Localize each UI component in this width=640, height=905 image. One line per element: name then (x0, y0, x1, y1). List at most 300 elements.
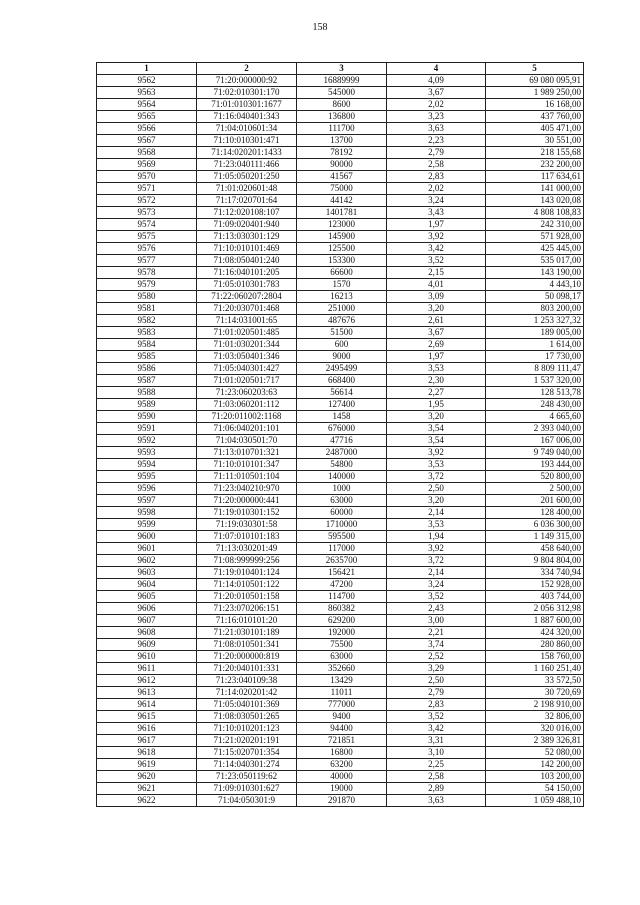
rate-cell: 3,92 (387, 231, 486, 243)
area-cell: 545000 (297, 87, 387, 99)
rate-cell: 3,74 (387, 639, 486, 651)
area-cell: 2495499 (297, 363, 387, 375)
value-cell: 142 200,00 (486, 759, 584, 771)
area-cell: 2635700 (297, 555, 387, 567)
row-number-cell: 9563 (97, 87, 197, 99)
row-number-cell: 9622 (97, 795, 197, 807)
rate-cell: 3,92 (387, 543, 486, 555)
cadastral-number-cell: 71:20:000000:441 (197, 495, 297, 507)
rate-cell: 3,67 (387, 87, 486, 99)
area-cell: 56614 (297, 387, 387, 399)
row-number-cell: 9587 (97, 375, 197, 387)
row-number-cell: 9570 (97, 171, 197, 183)
row-number-cell: 9572 (97, 195, 197, 207)
cadastral-number-cell: 71:19:010401:124 (197, 567, 297, 579)
cadastral-number-cell: 71:23:070206:151 (197, 603, 297, 615)
area-cell: 47200 (297, 579, 387, 591)
value-cell: 242 310,00 (486, 219, 584, 231)
value-cell: 4 443,10 (486, 279, 584, 291)
row-number-cell: 9564 (97, 99, 197, 111)
row-number-cell: 9584 (97, 339, 197, 351)
value-cell: 141 000,00 (486, 183, 584, 195)
cadastral-number-cell: 71:02:010301:170 (197, 87, 297, 99)
rate-cell: 2,52 (387, 651, 486, 663)
area-cell: 2487000 (297, 447, 387, 459)
rate-cell: 3,29 (387, 663, 486, 675)
table-row (97, 111, 584, 123)
rate-cell: 3,10 (387, 747, 486, 759)
value-cell: 193 444,00 (486, 459, 584, 471)
cadastral-number-cell: 71:15:020701:354 (197, 747, 297, 759)
value-cell: 2 500,00 (486, 483, 584, 495)
cadastral-number-cell: 71:20:000000:819 (197, 651, 297, 663)
value-cell: 128 400,00 (486, 507, 584, 519)
row-number-cell: 9567 (97, 135, 197, 147)
area-cell: 860382 (297, 603, 387, 615)
row-number-cell: 9602 (97, 555, 197, 567)
cadastral-number-cell: 71:13:030301:129 (197, 231, 297, 243)
rate-cell: 3,20 (387, 411, 486, 423)
value-cell: 320 016,00 (486, 723, 584, 735)
table-row (97, 315, 584, 327)
table-row (97, 303, 584, 315)
area-cell: 629200 (297, 615, 387, 627)
table-row (97, 135, 584, 147)
cadastral-number-cell: 71:01:030201:344 (197, 339, 297, 351)
cadastral-number-cell: 71:13:030201:49 (197, 543, 297, 555)
rate-cell: 3,67 (387, 327, 486, 339)
row-number-cell: 9565 (97, 111, 197, 123)
cadastral-value-table (96, 62, 584, 807)
table-row (97, 447, 584, 459)
area-cell: 1401781 (297, 207, 387, 219)
rate-cell: 3,53 (387, 363, 486, 375)
area-cell: 123000 (297, 219, 387, 231)
row-number-cell: 9573 (97, 207, 197, 219)
value-cell: 403 744,00 (486, 591, 584, 603)
cadastral-number-cell: 71:03:050401:346 (197, 351, 297, 363)
area-cell: 156421 (297, 567, 387, 579)
value-cell: 33 572,50 (486, 675, 584, 687)
rate-cell: 3,42 (387, 243, 486, 255)
cadastral-number-cell: 71:20:010501:158 (197, 591, 297, 603)
table-row (97, 435, 584, 447)
value-cell: 1 059 488,10 (486, 795, 584, 807)
area-cell: 111700 (297, 123, 387, 135)
cadastral-number-cell: 71:10:010201:123 (197, 723, 297, 735)
value-cell: 424 320,00 (486, 627, 584, 639)
cadastral-number-cell: 71:08:050401:240 (197, 255, 297, 267)
table-row (97, 363, 584, 375)
value-cell: 6 036 300,00 (486, 519, 584, 531)
area-cell: 251000 (297, 303, 387, 315)
rate-cell: 1,97 (387, 219, 486, 231)
area-cell: 127400 (297, 399, 387, 411)
value-cell: 143 020,08 (486, 195, 584, 207)
cadastral-number-cell: 71:01:020601:48 (197, 183, 297, 195)
cadastral-number-cell: 71:20:030701:468 (197, 303, 297, 315)
value-cell: 248 430,00 (486, 399, 584, 411)
value-cell: 1 160 251,40 (486, 663, 584, 675)
table-row (97, 507, 584, 519)
area-cell: 66600 (297, 267, 387, 279)
table-row (97, 183, 584, 195)
rate-cell: 3,00 (387, 615, 486, 627)
table-row (97, 471, 584, 483)
area-cell: 136800 (297, 111, 387, 123)
cadastral-number-cell: 71:16:040401:343 (197, 111, 297, 123)
cadastral-number-cell: 71:04:050301:9 (197, 795, 297, 807)
value-cell: 535 017,00 (486, 255, 584, 267)
value-cell: 30 720,69 (486, 687, 584, 699)
table-header (97, 63, 584, 75)
value-cell: 2 198 910,00 (486, 699, 584, 711)
table-row (97, 291, 584, 303)
area-cell: 600 (297, 339, 387, 351)
cadastral-number-cell: 71:23:040109:38 (197, 675, 297, 687)
table-row (97, 423, 584, 435)
area-cell: 41567 (297, 171, 387, 183)
table-row (97, 99, 584, 111)
area-cell: 291870 (297, 795, 387, 807)
area-cell: 1458 (297, 411, 387, 423)
row-number-cell: 9603 (97, 567, 197, 579)
row-number-cell: 9619 (97, 759, 197, 771)
cadastral-number-cell: 71:10:010101:347 (197, 459, 297, 471)
row-number-cell: 9599 (97, 519, 197, 531)
cadastral-number-cell: 71:10:010101:469 (197, 243, 297, 255)
row-number-cell: 9593 (97, 447, 197, 459)
row-number-cell: 9577 (97, 255, 197, 267)
cadastral-number-cell: 71:16:010101:20 (197, 615, 297, 627)
row-number-cell: 9574 (97, 219, 197, 231)
rate-cell: 1,94 (387, 531, 486, 543)
area-cell: 13700 (297, 135, 387, 147)
row-number-cell: 9601 (97, 543, 197, 555)
value-cell: 4 665,60 (486, 411, 584, 423)
table-row (97, 555, 584, 567)
area-cell: 63000 (297, 495, 387, 507)
row-number-cell: 9569 (97, 159, 197, 171)
rate-cell: 2,27 (387, 387, 486, 399)
table-body (97, 75, 584, 807)
rate-cell: 3,52 (387, 591, 486, 603)
rate-cell: 3,72 (387, 471, 486, 483)
cadastral-number-cell: 71:13:010701:321 (197, 447, 297, 459)
area-cell: 1000 (297, 483, 387, 495)
cadastral-number-cell: 71:19:010301:152 (197, 507, 297, 519)
area-cell: 13429 (297, 675, 387, 687)
cadastral-number-cell: 71:20:011002:1168 (197, 411, 297, 423)
rate-cell: 2,61 (387, 315, 486, 327)
value-cell: 571 928,00 (486, 231, 584, 243)
row-number-cell: 9591 (97, 423, 197, 435)
header-row (97, 63, 584, 75)
value-cell: 520 800,00 (486, 471, 584, 483)
rate-cell: 2,83 (387, 171, 486, 183)
cadastral-number-cell: 71:07:010101:183 (197, 531, 297, 543)
area-cell: 8600 (297, 99, 387, 111)
row-number-cell: 9617 (97, 735, 197, 747)
value-cell: 16 168,00 (486, 99, 584, 111)
rate-cell: 2,02 (387, 183, 486, 195)
rate-cell: 2,79 (387, 147, 486, 159)
area-cell: 668400 (297, 375, 387, 387)
table-row (97, 783, 584, 795)
table-row (97, 771, 584, 783)
row-number-cell: 9566 (97, 123, 197, 135)
row-number-cell: 9608 (97, 627, 197, 639)
table-row (97, 495, 584, 507)
cadastral-number-cell: 71:20:000000:92 (197, 75, 297, 87)
row-number-cell: 9598 (97, 507, 197, 519)
cadastral-number-cell: 71:08:999999:256 (197, 555, 297, 567)
cadastral-number-cell: 71:23:040111:466 (197, 159, 297, 171)
table-row (97, 747, 584, 759)
row-number-cell: 9579 (97, 279, 197, 291)
rate-cell: 3,72 (387, 555, 486, 567)
area-cell: 1570 (297, 279, 387, 291)
area-cell: 60000 (297, 507, 387, 519)
rate-cell: 3,54 (387, 435, 486, 447)
value-cell: 425 445,00 (486, 243, 584, 255)
row-number-cell: 9621 (97, 783, 197, 795)
cadastral-number-cell: 71:14:020201:1433 (197, 147, 297, 159)
value-cell: 2 393 040,00 (486, 423, 584, 435)
row-number-cell: 9600 (97, 531, 197, 543)
rate-cell: 2,69 (387, 339, 486, 351)
table-row (97, 603, 584, 615)
area-cell: 11011 (297, 687, 387, 699)
cadastral-number-cell: 71:23:050119:62 (197, 771, 297, 783)
area-cell: 40000 (297, 771, 387, 783)
area-cell: 9000 (297, 351, 387, 363)
value-cell: 437 760,00 (486, 111, 584, 123)
cadastral-number-cell: 71:16:040101:205 (197, 267, 297, 279)
value-cell: 103 200,00 (486, 771, 584, 783)
rate-cell: 1,97 (387, 351, 486, 363)
cadastral-number-cell: 71:05:040101:369 (197, 699, 297, 711)
rate-cell: 2,14 (387, 507, 486, 519)
cadastral-number-cell: 71:21:030101:189 (197, 627, 297, 639)
rate-cell: 2,50 (387, 675, 486, 687)
rate-cell: 3,92 (387, 447, 486, 459)
page-number: 158 (312, 22, 328, 33)
row-number-cell: 9620 (97, 771, 197, 783)
value-cell: 52 080,00 (486, 747, 584, 759)
rate-cell: 2,89 (387, 783, 486, 795)
table-row (97, 327, 584, 339)
area-cell: 78192 (297, 147, 387, 159)
row-number-cell: 9610 (97, 651, 197, 663)
table-row (97, 75, 584, 87)
cadastral-number-cell: 71:19:030301:58 (197, 519, 297, 531)
rate-cell: 3,24 (387, 195, 486, 207)
column-header-1: 1 (97, 63, 197, 75)
rate-cell: 2,23 (387, 135, 486, 147)
row-number-cell: 9582 (97, 315, 197, 327)
table-row (97, 651, 584, 663)
table-row (97, 627, 584, 639)
rate-cell: 3,42 (387, 723, 486, 735)
rate-cell: 2,02 (387, 99, 486, 111)
table-row (97, 411, 584, 423)
area-cell: 352660 (297, 663, 387, 675)
area-cell: 63200 (297, 759, 387, 771)
area-cell: 44142 (297, 195, 387, 207)
value-cell: 334 740,94 (486, 567, 584, 579)
row-number-cell: 9590 (97, 411, 197, 423)
area-cell: 192000 (297, 627, 387, 639)
table-row (97, 207, 584, 219)
row-number-cell: 9589 (97, 399, 197, 411)
area-cell: 114700 (297, 591, 387, 603)
value-cell: 1 887 600,00 (486, 615, 584, 627)
rate-cell: 2,83 (387, 699, 486, 711)
rate-cell: 3,53 (387, 519, 486, 531)
rate-cell: 2,43 (387, 603, 486, 615)
rate-cell: 3,20 (387, 303, 486, 315)
table-row (97, 123, 584, 135)
table-row (97, 459, 584, 471)
rate-cell: 2,50 (387, 483, 486, 495)
row-number-cell: 9595 (97, 471, 197, 483)
table-row (97, 591, 584, 603)
area-cell: 47716 (297, 435, 387, 447)
table-row (97, 399, 584, 411)
cadastral-number-cell: 71:09:010301:627 (197, 783, 297, 795)
rate-cell: 4,09 (387, 75, 486, 87)
area-cell: 487676 (297, 315, 387, 327)
table-row (97, 711, 584, 723)
value-cell: 2 389 326,81 (486, 735, 584, 747)
column-header-4: 4 (387, 63, 486, 75)
area-cell: 676000 (297, 423, 387, 435)
row-number-cell: 9594 (97, 459, 197, 471)
area-cell: 19000 (297, 783, 387, 795)
value-cell: 201 600,00 (486, 495, 584, 507)
cadastral-number-cell: 71:14:010501:122 (197, 579, 297, 591)
table-row (97, 663, 584, 675)
row-number-cell: 9581 (97, 303, 197, 315)
cadastral-number-cell: 71:23:040210:970 (197, 483, 297, 495)
table-row (97, 519, 584, 531)
row-number-cell: 9580 (97, 291, 197, 303)
value-cell: 405 471,00 (486, 123, 584, 135)
table-row (97, 567, 584, 579)
table-row (97, 243, 584, 255)
row-number-cell: 9609 (97, 639, 197, 651)
cadastral-number-cell: 71:09:020401:940 (197, 219, 297, 231)
area-cell: 16800 (297, 747, 387, 759)
value-cell: 218 155,68 (486, 147, 584, 159)
row-number-cell: 9618 (97, 747, 197, 759)
rate-cell: 2,58 (387, 159, 486, 171)
row-number-cell: 9568 (97, 147, 197, 159)
area-cell: 75500 (297, 639, 387, 651)
area-cell: 90000 (297, 159, 387, 171)
area-cell: 117000 (297, 543, 387, 555)
table-row (97, 339, 584, 351)
table-row (97, 147, 584, 159)
value-cell: 1 149 315,00 (486, 531, 584, 543)
cadastral-number-cell: 71:01:020501:717 (197, 375, 297, 387)
column-header-5: 5 (486, 63, 584, 75)
table-row (97, 699, 584, 711)
value-cell: 232 200,00 (486, 159, 584, 171)
table-row (97, 795, 584, 807)
cadastral-number-cell: 71:12:020108:107 (197, 207, 297, 219)
area-cell: 125500 (297, 243, 387, 255)
value-cell: 1 253 327,32 (486, 315, 584, 327)
value-cell: 1 989 250,00 (486, 87, 584, 99)
value-cell: 458 640,00 (486, 543, 584, 555)
row-number-cell: 9575 (97, 231, 197, 243)
table-row (97, 171, 584, 183)
area-cell: 1710000 (297, 519, 387, 531)
cadastral-number-cell: 71:08:030501:265 (197, 711, 297, 723)
area-cell: 145900 (297, 231, 387, 243)
rate-cell: 3,43 (387, 207, 486, 219)
row-number-cell: 9588 (97, 387, 197, 399)
cadastral-number-cell: 71:05:050201:250 (197, 171, 297, 183)
table-row (97, 543, 584, 555)
value-cell: 1 614,00 (486, 339, 584, 351)
value-cell: 143 190,00 (486, 267, 584, 279)
area-cell: 51500 (297, 327, 387, 339)
table-row (97, 159, 584, 171)
row-number-cell: 9576 (97, 243, 197, 255)
rate-cell: 3,63 (387, 123, 486, 135)
value-cell: 280 860,00 (486, 639, 584, 651)
cadastral-number-cell: 71:11:010501:104 (197, 471, 297, 483)
table-row (97, 267, 584, 279)
area-cell: 63000 (297, 651, 387, 663)
row-number-cell: 9585 (97, 351, 197, 363)
rate-cell: 2,30 (387, 375, 486, 387)
area-cell: 16889999 (297, 75, 387, 87)
table-row (97, 675, 584, 687)
row-number-cell: 9607 (97, 615, 197, 627)
rate-cell: 3,24 (387, 579, 486, 591)
row-number-cell: 9615 (97, 711, 197, 723)
table-row (97, 483, 584, 495)
value-cell: 8 809 111,47 (486, 363, 584, 375)
row-number-cell: 9614 (97, 699, 197, 711)
cadastral-number-cell: 71:21:020201:191 (197, 735, 297, 747)
rate-cell: 3,09 (387, 291, 486, 303)
row-number-cell: 9613 (97, 687, 197, 699)
rate-cell: 3,54 (387, 423, 486, 435)
value-cell: 9 804 804,00 (486, 555, 584, 567)
area-cell: 54800 (297, 459, 387, 471)
row-number-cell: 9583 (97, 327, 197, 339)
value-cell: 189 005,00 (486, 327, 584, 339)
value-cell: 1 537 320,00 (486, 375, 584, 387)
cadastral-number-cell: 71:08:010501:341 (197, 639, 297, 651)
area-cell: 153300 (297, 255, 387, 267)
table-row (97, 687, 584, 699)
table-row (97, 387, 584, 399)
row-number-cell: 9592 (97, 435, 197, 447)
rate-cell: 2,25 (387, 759, 486, 771)
value-cell: 2 056 312,98 (486, 603, 584, 615)
cadastral-number-cell: 71:14:040301:274 (197, 759, 297, 771)
value-cell: 158 760,00 (486, 651, 584, 663)
table-row (97, 231, 584, 243)
row-number-cell: 9606 (97, 603, 197, 615)
column-header-3: 3 (297, 63, 387, 75)
